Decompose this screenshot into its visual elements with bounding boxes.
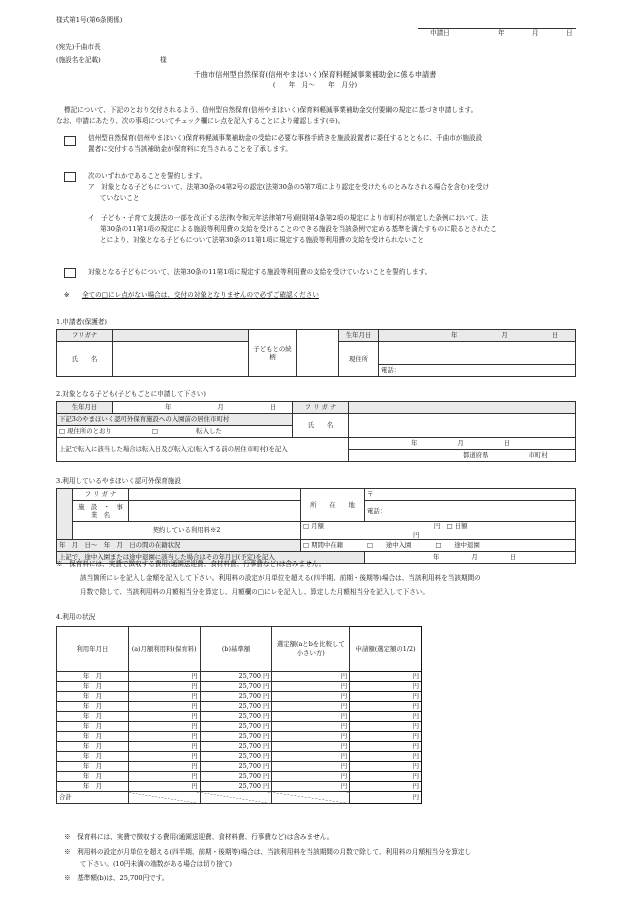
usage-amount-cell[interactable]: 円 (350, 752, 422, 762)
relation-field[interactable] (297, 330, 339, 377)
facility-name-label: (施設名を記載) (56, 56, 101, 64)
check-3-text: 対象となる子どもについて、法第30条の11第1項に規定する施設等利用費の支給を受けていないことを誓約します。 (88, 268, 432, 276)
total-slash (128, 792, 200, 804)
form-title: 千曲市信州型自然保育(信州やまほいく)保育料軽減事業補助金に係る申請書 (193, 70, 437, 79)
usage-amount-cell[interactable]: 25,700 円 (200, 732, 272, 742)
name-field[interactable] (113, 342, 249, 377)
col-header-request: 申請額(選定額の1/2) (350, 627, 422, 672)
usage-amount-cell[interactable]: 25,700 円 (200, 692, 272, 702)
check-1-checkbox[interactable] (64, 136, 76, 146)
col-header-fee: (a)月額利用料(保育料) (128, 627, 200, 672)
usage-amount-cell[interactable]: 円 (128, 782, 200, 792)
usage-month-cell[interactable]: 年 月 (57, 732, 129, 742)
addressee: (宛先)千曲市長 (56, 43, 101, 51)
usage-month-cell[interactable]: 年 月 (57, 772, 129, 782)
table-row (57, 712, 422, 722)
table-row (57, 692, 422, 702)
col-header-selected: 選定額(aとbを比較して小さい方) (272, 627, 350, 672)
moved-from-field[interactable]: 都道府県 市町村 (349, 450, 576, 462)
usage-amount-cell[interactable]: 円 (272, 772, 350, 782)
birth-label: 生年月日 (339, 330, 379, 342)
child-furigana-field[interactable] (349, 402, 576, 414)
note-mark: ※ (64, 291, 70, 299)
total-label: 合計 (57, 792, 129, 804)
section-4-note-2: ※ 利用料の設定が月単位を超える(四半期、前期・後期等)場合は、当該利用料を当該期間の月数で除して、利用料の月額相当分を算定し (64, 848, 472, 856)
usage-amount-cell[interactable]: 25,700 円 (200, 672, 272, 682)
usage-month-cell[interactable]: 年 月 (57, 692, 129, 702)
table-row (57, 742, 422, 752)
check-2-b-1: イ 子ども・子育て支援法の一部を改正する法律(令和元年法律第7号)附則第4条第2項の規定により市町村が制定した条例において、法 (88, 214, 489, 222)
facility-tint (57, 489, 73, 540)
furigana-label: フリガナ (57, 330, 113, 342)
contract-label: 契約している利用料※2 (73, 522, 301, 540)
contract-options[interactable]: □ 月額 円 □ 日額円 (301, 522, 576, 540)
usage-amount-cell[interactable]: 円 (272, 702, 350, 712)
usage-amount-cell[interactable]: 円 (128, 752, 200, 762)
child-table (56, 401, 576, 462)
form-number: 様式第1号(第6条関係) (56, 16, 123, 24)
facility-table (56, 488, 576, 564)
usage-amount-cell[interactable]: 円 (128, 732, 200, 742)
location-label: 所 在 地 (301, 489, 365, 522)
col-header-base: (b)基準額 (200, 627, 272, 672)
usage-amount-cell[interactable]: 円 (272, 782, 350, 792)
usage-amount-cell[interactable]: 25,700 円 (200, 752, 272, 762)
usage-amount-cell[interactable]: 25,700 円 (200, 782, 272, 792)
usage-month-cell[interactable]: 年 月 (57, 712, 129, 722)
usage-month-cell[interactable]: 年 月 (57, 762, 129, 772)
usage-amount-cell[interactable]: 25,700 円 (200, 702, 272, 712)
usage-amount-cell[interactable]: 円 (272, 682, 350, 692)
child-name-label: 氏 名 (293, 414, 349, 438)
moved-date-field[interactable]: 年 月 日 (349, 438, 576, 450)
intro-text-2: なお、申請にあたり、次の事項についてチェック欄にレ点を記入することにより確認します(※)。 (56, 117, 345, 125)
intro-text-1: 標記について、下記のとおり交付されるよう、信州型自然保育(信州やまほいく)保育料軽減事業補助金交付要綱の規定に基づき申請します。 (64, 106, 478, 114)
check-1-text-2: 置者に交付する当該補助金が保育料に充当されることを了承します。 (88, 145, 292, 153)
usage-month-cell[interactable]: 年 月 (57, 702, 129, 712)
facility-furigana-label: フ リ ガ ナ (73, 489, 129, 501)
usage-amount-cell[interactable]: 25,700 円 (200, 742, 272, 752)
child-name-field[interactable] (349, 414, 576, 438)
relation-label: 子どもとの続柄 (249, 330, 297, 377)
change-date-note: 上記で、途中入園または途中退園に該当した場合はその年月日(予定)を記入 (57, 552, 365, 564)
name-label: 氏 名 (57, 342, 113, 377)
address-label: 現住所 (339, 342, 379, 377)
check-2-a-1: ア 対象となる子どもについて、法第30条の4第2号の認定(法第30条の5第7項により認定を受けたものとみなされる場合を含む)を受け (88, 183, 490, 191)
apply-year: 年 (498, 29, 505, 37)
table-row (57, 672, 422, 682)
tel-field[interactable]: 電話： (379, 365, 576, 377)
section-3-note-2: 該当箇所にレを記入し金額を記入して下さい。利用料の設定が月単位を超える(四半期、前期・後期等)場合は、当該利用料を当該期間の (80, 574, 481, 582)
total-request-field[interactable]: 円 (350, 792, 422, 804)
usage-amount-cell[interactable]: 円 (128, 682, 200, 692)
usage-amount-cell[interactable]: 円 (128, 702, 200, 712)
usage-amount-cell[interactable]: 円 (350, 732, 422, 742)
sama-label: 様 (160, 56, 167, 64)
usage-amount-cell[interactable]: 円 (350, 712, 422, 722)
postal-field[interactable]: 〒 (365, 489, 576, 501)
table-row (57, 782, 422, 792)
address-field[interactable] (379, 342, 576, 365)
section-4-note-1: ※ 保育料には、実費で徴収する費用(通園送迎費、食材料費、行事費など)は含みません。 (64, 833, 334, 841)
usage-amount-cell[interactable]: 円 (272, 752, 350, 762)
change-date-field[interactable]: 年 月 日 (365, 552, 576, 564)
table-row (57, 722, 422, 732)
usage-amount-cell[interactable]: 円 (350, 742, 422, 752)
usage-amount-cell[interactable]: 円 (272, 672, 350, 682)
table-row (57, 772, 422, 782)
usage-amount-cell[interactable]: 25,700 円 (200, 712, 272, 722)
usage-amount-cell[interactable]: 円 (350, 782, 422, 792)
usage-amount-cell[interactable]: 円 (128, 692, 200, 702)
usage-month-cell[interactable]: 年 月 (57, 722, 129, 732)
section-4-title: 4.利用の状況 (56, 613, 96, 621)
usage-amount-cell[interactable]: 円 (272, 762, 350, 772)
usage-amount-cell[interactable]: 円 (128, 712, 200, 722)
check-2-a-2: ていないこと (100, 194, 140, 202)
usage-amount-cell[interactable]: 円 (128, 772, 200, 782)
apply-day: 日 (566, 29, 573, 37)
table-row (57, 682, 422, 692)
check-2-b-2: 第30条の11第1項の規定による施設等利用費の支給を受けることのできる施設を当該条例で定める基準を満たすものに限るとされたこ (100, 225, 497, 233)
usage-month-cell[interactable]: 年 月 (57, 752, 129, 762)
usage-amount-cell[interactable]: 25,700 円 (200, 722, 272, 732)
check-1-text: 信州型自然保育(信州やまほいく)保育料軽減事業補助金の受給に必要な事務手続きを施設設置者に委任するとともに、千曲市が施設設 (88, 134, 483, 142)
apply-date-label: 申請日 (430, 29, 450, 37)
facility-name-field[interactable] (129, 501, 301, 522)
usage-table (56, 626, 422, 804)
usage-amount-cell[interactable]: 円 (350, 692, 422, 702)
enrollment-period-label: 年 月 日～ 年 月 日の間の在籍状況 (57, 540, 301, 552)
usage-amount-cell[interactable]: 円 (350, 672, 422, 682)
check-2-b-3: とにより、対象となる子どもについて法第30条の11第1項に規定する施設等利用費の支給を受けられないこと (100, 236, 425, 244)
usage-amount-cell[interactable]: 円 (350, 682, 422, 692)
usage-amount-cell[interactable]: 円 (272, 732, 350, 742)
usage-amount-cell[interactable]: 円 (272, 722, 350, 732)
usage-amount-cell[interactable]: 円 (128, 722, 200, 732)
usage-month-cell[interactable]: 年 月 (57, 782, 129, 792)
check-2-head: 次のいずれかであることを誓約します。 (88, 172, 207, 180)
prev-address-label: 下記3のやまほいく認可外保育施設への入園前の居住市町村 (57, 414, 293, 426)
col-header-date: 利用年月日 (57, 627, 129, 672)
birth-field[interactable]: 年 月 日 (379, 330, 576, 342)
section-3-note-1: ※ 保育料には、実費で徴収する費用(通園送迎費、食材料費、行事費など)は含みません。 (56, 560, 326, 568)
usage-amount-cell[interactable]: 円 (128, 672, 200, 682)
total-slash (200, 792, 272, 804)
usage-amount-cell[interactable]: 円 (272, 712, 350, 722)
usage-amount-cell[interactable]: 円 (128, 742, 200, 752)
facility-name-label2: 施 設 ・ 事 業 名 (73, 501, 129, 522)
check-note: 全ての□にレ点がない場合は、交付の対象となりませんので必ずご確認ください (82, 291, 320, 299)
usage-amount-cell[interactable]: 円 (350, 722, 422, 732)
child-birth-label: 生年月日 (57, 402, 113, 414)
usage-month-cell[interactable]: 年 月 (57, 672, 129, 682)
section-4-note-3: て下さい。(10円未満の端数がある場合は切り捨て) (80, 860, 233, 868)
check-2-checkbox[interactable] (64, 172, 76, 182)
usage-amount-cell[interactable]: 25,700 円 (200, 772, 272, 782)
table-row (57, 752, 422, 762)
facility-furigana-field[interactable] (129, 489, 301, 501)
child-birth-field[interactable]: 年 月 日 (113, 402, 293, 414)
table-row (57, 762, 422, 772)
check-3-checkbox[interactable] (64, 268, 76, 278)
section-1-title: 1.申請者(保護者) (56, 318, 107, 326)
usage-month-cell[interactable]: 年 月 (57, 742, 129, 752)
section-2-title: 2.対象となる子ども(子どもごとに申請して下さい) (56, 390, 206, 398)
prev-address-options[interactable]: □ 現住所のとおり □ 転入した (57, 426, 293, 438)
table-row (57, 732, 422, 742)
apply-month: 月 (532, 29, 539, 37)
child-furigana-label: フ リ ガ ナ (293, 402, 349, 414)
section-3-note-3: 月数で除して、当該利用料の月額相当分を算定し、月額欄の□にレを記入し、算定した月額相当分を記入して下さい。 (80, 588, 429, 596)
furigana-field[interactable] (113, 330, 249, 342)
form-period: ( 年 月～ 年 月分) (272, 81, 358, 89)
usage-amount-cell[interactable]: 25,700 円 (200, 682, 272, 692)
moved-note: 上記で転入に該当した場合は転入日及び転入元(転入する前の居住市町村)を記入 (57, 438, 349, 462)
usage-amount-cell[interactable]: 25,700 円 (200, 762, 272, 772)
usage-month-cell[interactable]: 年 月 (57, 682, 129, 692)
usage-amount-cell[interactable]: 円 (350, 762, 422, 772)
usage-amount-cell[interactable]: 円 (350, 772, 422, 782)
applicant-table (56, 329, 576, 377)
total-slash (272, 792, 350, 804)
enrollment-options[interactable]: □ 期間中在籍 □ 途中入園 □ 途中退園 (301, 540, 576, 552)
section-4-note-4: ※ 基準額(b)は、25,700円です。 (64, 874, 169, 882)
section-3-title: 3.利用しているやまほいく認可外保育施設 (56, 477, 181, 485)
table-row (57, 702, 422, 712)
usage-amount-cell[interactable]: 円 (128, 762, 200, 772)
usage-amount-cell[interactable]: 円 (272, 692, 350, 702)
usage-amount-cell[interactable]: 円 (350, 702, 422, 712)
usage-amount-cell[interactable]: 円 (272, 742, 350, 752)
facility-tel-field[interactable]: 電話： (365, 501, 576, 522)
